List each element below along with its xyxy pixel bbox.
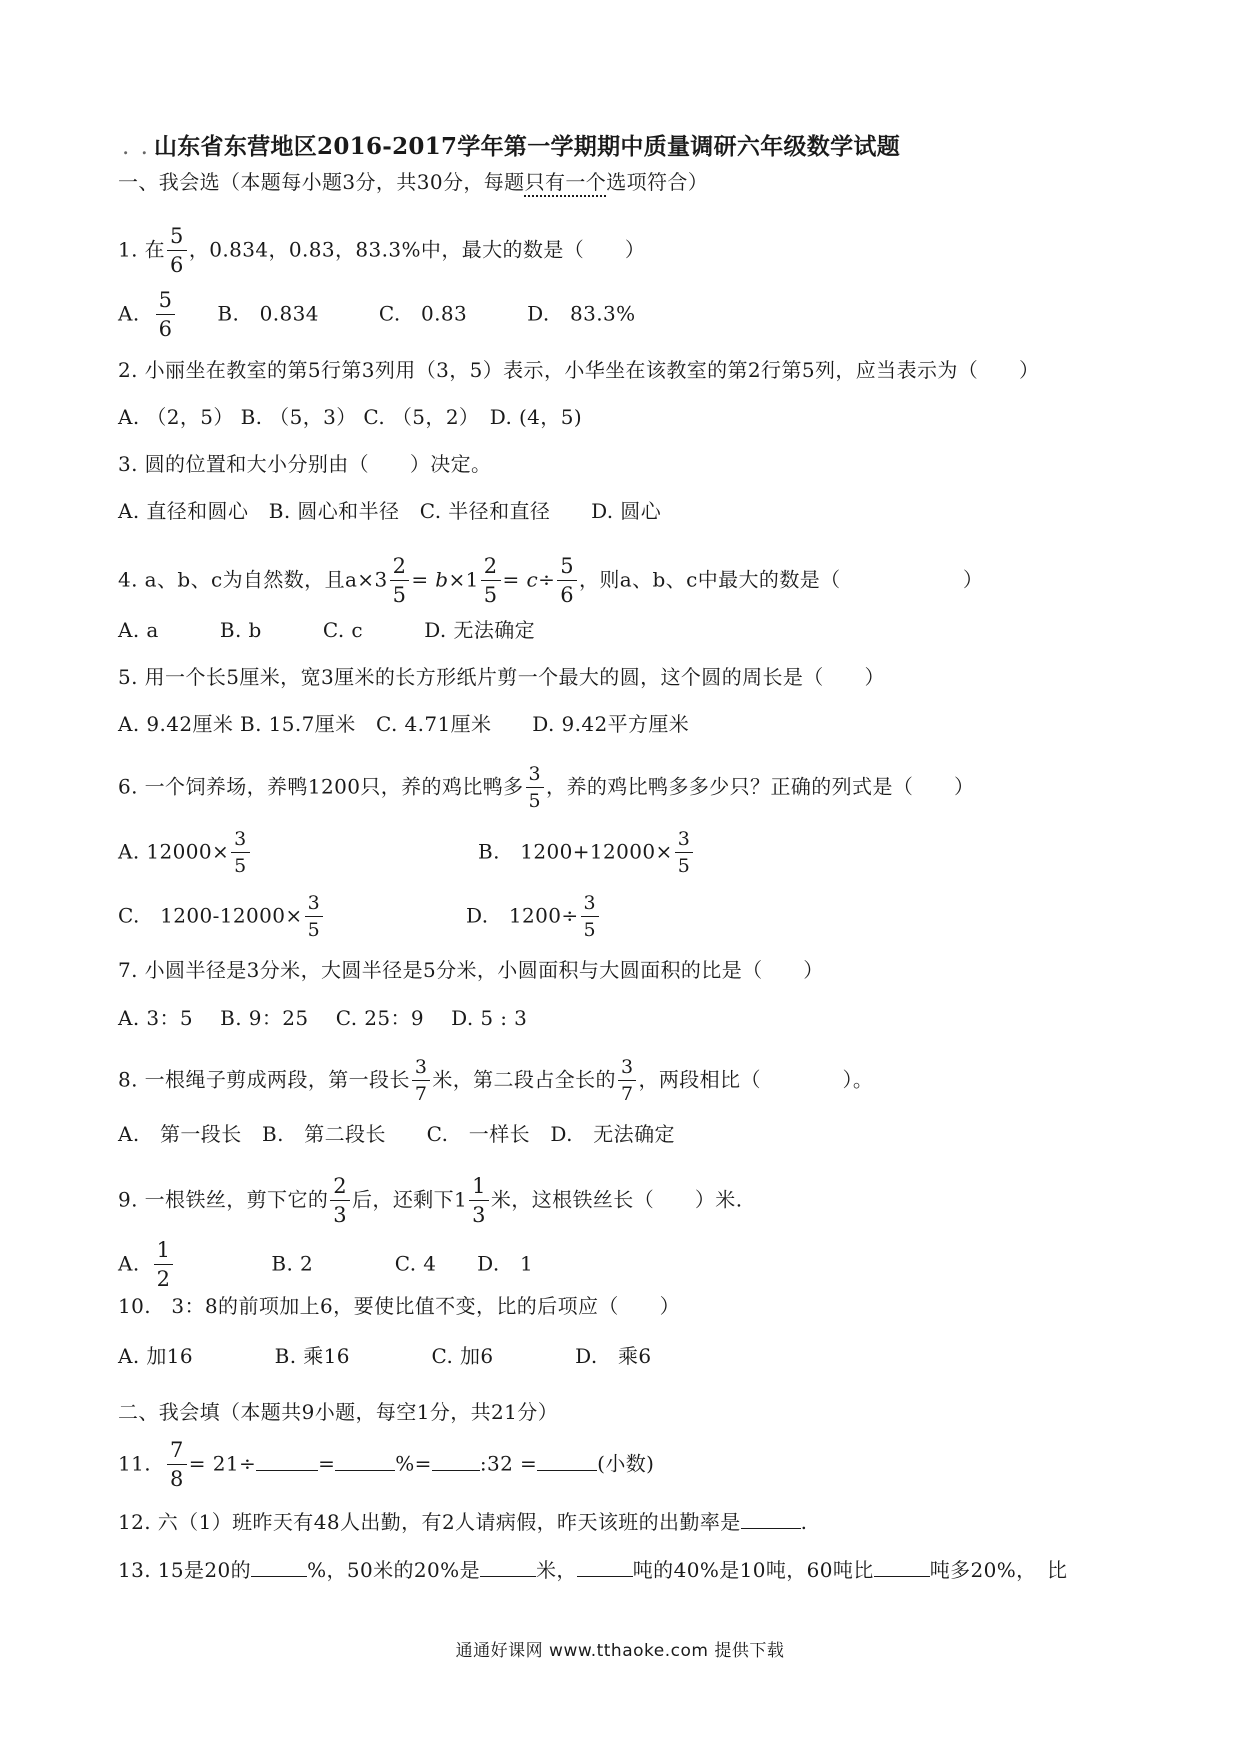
q6-c-num: 3 xyxy=(305,894,324,917)
q6-option-d-fraction xyxy=(581,894,600,940)
q9-options-rest: B. 2 C. 4 D. 1 xyxy=(271,1251,534,1276)
question-3: 3. 圆的位置和大小分别由（ ）决定。 xyxy=(118,452,492,476)
q9-post: 米，这根铁丝长（ ）米. xyxy=(490,1187,743,1212)
q4-options: A. a B. b C. c D. 无法确定 xyxy=(118,618,536,642)
q12-blank xyxy=(741,1508,801,1529)
q8-f2-den: 7 xyxy=(620,1083,634,1105)
q12-text: 12. 六（1）班昨天有48人出勤，有2人请病假，昨天该班的出勤率是 xyxy=(118,1510,741,1534)
q6-c-den: 5 xyxy=(307,919,321,941)
question-4 xyxy=(118,556,983,606)
q6-option-c-line xyxy=(118,894,325,940)
q4-divide: ÷ xyxy=(538,567,556,592)
q6-option-a-line xyxy=(118,830,252,876)
q11-part-5: (小数) xyxy=(597,1451,655,1476)
q3-options: A. 直径和圆心 B. 圆心和半径 C. 半径和直径 D. 圆心 xyxy=(118,499,662,523)
q11-num: 11. xyxy=(118,1451,152,1476)
q9-a-num: 1 xyxy=(154,1240,174,1265)
question-12 xyxy=(118,1508,807,1536)
q6-d-den: 5 xyxy=(583,919,597,941)
q13-part-5: 吨多20%， 比 xyxy=(929,1558,1068,1582)
q4-post: ，则a、b、c中最大的数是（ ） xyxy=(579,567,984,592)
q9-pre: 9. 一根铁丝，剪下它的 xyxy=(118,1187,329,1212)
q13-blank-3 xyxy=(577,1556,633,1577)
q1-post: ，0.834，0.83，83.3%中，最大的数是（ ） xyxy=(188,237,646,262)
q13-blank-4 xyxy=(874,1556,930,1577)
q11-blank-1 xyxy=(256,1450,318,1471)
q13-part-4: 吨的40%是10吨，60吨比 xyxy=(632,1558,874,1582)
q8-f2-num: 3 xyxy=(618,1058,637,1081)
q8-pre: 8. 一根绳子剪成两段，第一段长 xyxy=(118,1067,410,1092)
q9-a-den: 2 xyxy=(156,1267,171,1291)
q1-frac-den: 6 xyxy=(170,253,184,277)
q6-fraction xyxy=(526,765,545,811)
question-5: 5. 用一个长5厘米，宽3厘米的长方形纸片剪一个最大的圆，这个圆的周长是（ ） xyxy=(118,665,885,689)
q4-eq-2: = xyxy=(502,567,527,592)
question-11 xyxy=(118,1440,654,1490)
q11-f-num: 7 xyxy=(167,1440,187,1465)
q4-times: ×1 xyxy=(448,567,479,592)
q2-options: A. （2，5） B. （5，3） C. （5，2） D. (4，5) xyxy=(118,405,583,429)
q13-part-2: %，50米的20%是 xyxy=(307,1558,480,1582)
question-8 xyxy=(118,1058,873,1104)
q9-option-a-fraction xyxy=(154,1240,174,1290)
q6-option-d-line xyxy=(466,894,601,940)
section1-head: 一、我会选（本题每小题3分，共30分，每题 xyxy=(118,170,525,194)
section1-emph: 只有一个 xyxy=(524,170,607,194)
q6-a-den: 5 xyxy=(234,855,247,877)
q1-option-c: C. 0.83 xyxy=(378,301,468,326)
q12-end: . xyxy=(800,1510,808,1534)
q4-pre: 4. a、b、c为自然数，且a×3 xyxy=(118,567,388,592)
q6-b-num: 3 xyxy=(675,830,694,853)
q6-option-a-fraction xyxy=(231,830,250,876)
q9-fraction-1 xyxy=(330,1176,350,1226)
q6-f-num: 3 xyxy=(526,765,545,788)
q6-option-d: D. 1200÷ xyxy=(466,903,579,928)
q6-option-c: C. 1200-12000× xyxy=(118,903,303,928)
q4-f3-den: 6 xyxy=(560,583,574,607)
q6-b-den: 5 xyxy=(677,855,691,877)
q9-f2-den: 3 xyxy=(472,1203,486,1227)
q1-a-num: 5 xyxy=(156,290,176,315)
question-9 xyxy=(118,1176,742,1226)
q4-fraction-3 xyxy=(557,556,577,606)
q11-blank-3 xyxy=(432,1450,480,1471)
page-title xyxy=(122,128,900,161)
q4-f1-den: 5 xyxy=(392,583,407,607)
q4-f2-num: 2 xyxy=(481,556,501,581)
q6-option-a: A. 12000× xyxy=(118,839,230,864)
question-6 xyxy=(118,765,974,811)
q13-part-1: 13. 15是20的 xyxy=(118,1558,252,1582)
q7-options: A. 3：5 B. 9：25 C. 25：9 D. 5 : 3 xyxy=(118,1006,528,1030)
question-10: 10. 3：8的前项加上6，要使比值不变，比的后项应（ ） xyxy=(118,1294,680,1318)
q4-f3-num: 5 xyxy=(557,556,577,581)
q6-d-num: 3 xyxy=(581,894,600,917)
q8-post: ，两段相比（ ）。 xyxy=(638,1067,874,1092)
q11-part-3: %= xyxy=(395,1451,432,1476)
q1-frac-num: 5 xyxy=(167,226,187,251)
q13-part-3: 米， xyxy=(535,1558,577,1582)
q4-var-c: c xyxy=(526,567,539,592)
q4-fraction-1 xyxy=(390,556,410,606)
q8-mid: 米，第二段占全长的 xyxy=(432,1067,616,1092)
q6-option-b: B. 1200+12000× xyxy=(478,839,673,864)
q6-option-c-fraction xyxy=(305,894,324,940)
q13-blank-2 xyxy=(480,1556,536,1577)
q9-options xyxy=(118,1240,533,1290)
q1-a-den: 6 xyxy=(158,317,173,341)
q11-blank-2 xyxy=(335,1450,395,1471)
q11-blank-4 xyxy=(537,1450,597,1471)
q13-blank-1 xyxy=(251,1556,307,1577)
q6-f-den: 5 xyxy=(528,790,542,812)
q8-options: A. 第一段长 B. 第二段长 C. 一样长 D. 无法确定 xyxy=(118,1122,675,1146)
q5-options: A. 9.42厘米 B. 15.7厘米 C. 4.71厘米 D. 9.42平方厘米 xyxy=(118,712,690,736)
section2-heading: 二、我会填（本题共9小题，每空1分，共21分） xyxy=(118,1400,559,1424)
q9-f1-num: 2 xyxy=(330,1176,350,1201)
q9-f1-den: 3 xyxy=(333,1203,348,1227)
q4-var-b: b xyxy=(435,567,449,592)
q11-part-2: = xyxy=(318,1451,336,1476)
title-text: 山东省东营地区2016-2017学年第一学期期中质量调研六年级数学试题 xyxy=(153,133,901,160)
q9-option-a: A. xyxy=(118,1251,140,1276)
question-13 xyxy=(118,1556,1067,1584)
q11-fraction xyxy=(167,1440,187,1490)
q4-f2-den: 5 xyxy=(483,583,498,607)
q1-options xyxy=(118,290,636,340)
q11-part-4: :32 = xyxy=(479,1451,538,1476)
q1-option-a-fraction xyxy=(156,290,176,340)
q8-f1-num: 3 xyxy=(412,1058,431,1081)
question-7: 7. 小圆半径是3分米，大圆半径是5分米，小圆面积与大圆面积的比是（ ） xyxy=(118,958,824,982)
question-1 xyxy=(118,226,645,276)
q6-option-b-fraction xyxy=(675,830,694,876)
q6-post: ，养的鸡比鸭多多少只？正确的列式是（ ） xyxy=(546,774,975,799)
q1-pre: 1. 在 xyxy=(118,237,166,262)
q1-option-a: A. xyxy=(118,301,140,326)
q11-f-den: 8 xyxy=(170,1467,184,1491)
q8-fraction-2 xyxy=(618,1058,637,1104)
q9-fraction-2 xyxy=(469,1176,489,1226)
section1-tail: 选项符合） xyxy=(606,170,709,194)
q1-fraction xyxy=(167,226,187,276)
question-2: 2. 小丽坐在教室的第5行第3列用（3，5）表示，小华坐在该教室的第2行第5列，应当表示为（ ） xyxy=(118,358,1040,382)
q6-option-b-line xyxy=(478,830,695,876)
section1-heading xyxy=(118,168,708,196)
q8-f1-den: 7 xyxy=(414,1083,428,1105)
q11-part-1: = 21÷ xyxy=(188,1451,257,1476)
q1-option-b: B. 0.834 xyxy=(217,301,319,326)
q6-pre: 6. 一个饲养场，养鸭1200只，养的鸡比鸭多 xyxy=(118,774,524,799)
q4-eq-1: = xyxy=(411,567,436,592)
q10-options: A. 加16 B. 乘16 C. 加6 D. 乘6 xyxy=(118,1344,652,1368)
q4-fraction-2 xyxy=(481,556,501,606)
title-dots: . . xyxy=(122,134,150,160)
q6-a-num: 3 xyxy=(231,830,250,853)
q8-fraction-1 xyxy=(412,1058,431,1104)
q1-option-d: D. 83.3% xyxy=(527,301,636,326)
q9-mid: 后，还剩下1 xyxy=(352,1187,468,1212)
q4-f1-num: 2 xyxy=(390,556,410,581)
q9-f2-num: 1 xyxy=(469,1176,489,1201)
footer-text: 通通好课网 www.tthaoke.com 提供下载 xyxy=(455,1641,785,1661)
